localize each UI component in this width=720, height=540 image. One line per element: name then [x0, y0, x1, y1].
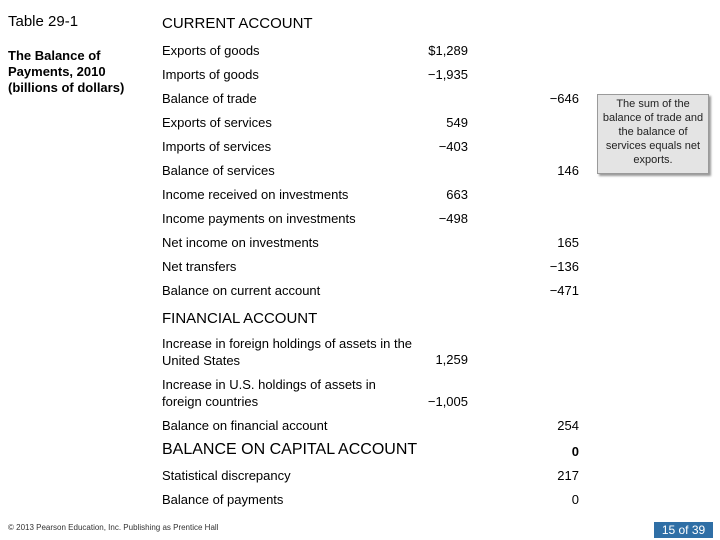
- row-value-col1: 663: [446, 187, 468, 202]
- row-value-col2: −471: [549, 283, 579, 298]
- row-label: Increase in U.S. holdings of assets in foreign countries: [162, 377, 376, 409]
- row-label: Increase in foreign holdings of assets in the United States: [162, 336, 413, 368]
- row-value-col1: −1,005: [427, 394, 468, 409]
- net-exports-callout: [597, 94, 709, 174]
- row-label: Balance of trade: [162, 91, 257, 106]
- row-value-col1: 1,259: [435, 352, 468, 367]
- row-label: Balance on financial account: [162, 418, 328, 433]
- balance-of-payments-label: Balance of payments: [162, 492, 284, 507]
- row-value-col1: −1,935: [427, 67, 468, 82]
- row-value-col2: 146: [557, 163, 579, 178]
- balance-of-payments-value: 0: [571, 492, 579, 507]
- capital-account-heading: BALANCE ON CAPITAL ACCOUNT: [162, 441, 418, 458]
- row-value-col2: 165: [557, 235, 579, 250]
- row-value-col2: 254: [557, 418, 579, 433]
- row-value-col2: −646: [549, 91, 579, 106]
- row-label: Net income on investments: [162, 235, 319, 250]
- row-value-col1: −498: [438, 211, 468, 226]
- row-value-col1: $1,289: [428, 43, 468, 58]
- row-value-col2: −136: [549, 259, 579, 274]
- row-label: Income received on investments: [162, 187, 349, 202]
- table-subtitle: The Balance of Payments, 2010 (billions of dollars): [8, 48, 125, 95]
- page-indicator-text: 15 of 39: [661, 523, 706, 537]
- current-account-heading: CURRENT ACCOUNT: [162, 15, 313, 32]
- statistical-discrepancy-value: 217: [557, 468, 579, 483]
- row-label: Balance of services: [162, 163, 275, 178]
- table-label: Table 29-1: [8, 13, 79, 30]
- row-label: Net transfers: [162, 259, 237, 274]
- row-label: Balance on current account: [162, 283, 321, 298]
- financial-account-heading: FINANCIAL ACCOUNT: [162, 310, 318, 327]
- row-label: Exports of goods: [162, 43, 260, 58]
- page-indicator: [654, 522, 713, 538]
- copyright-footer: © 2013 Pearson Education, Inc. Publishing as Prentice Hall: [8, 523, 219, 532]
- statistical-discrepancy-label: Statistical discrepancy: [162, 468, 291, 483]
- row-value-col1: 549: [446, 115, 468, 130]
- row-value-col1: −403: [438, 139, 468, 154]
- callout-text: The sum of the balance of trade and the balance of services equals net exports.: [602, 98, 704, 166]
- row-label: Income payments on investments: [162, 211, 356, 226]
- row-label: Exports of services: [162, 115, 272, 130]
- row-label: Imports of services: [162, 139, 272, 154]
- row-label: Imports of goods: [162, 67, 259, 82]
- capital-account-value: 0: [571, 444, 579, 459]
